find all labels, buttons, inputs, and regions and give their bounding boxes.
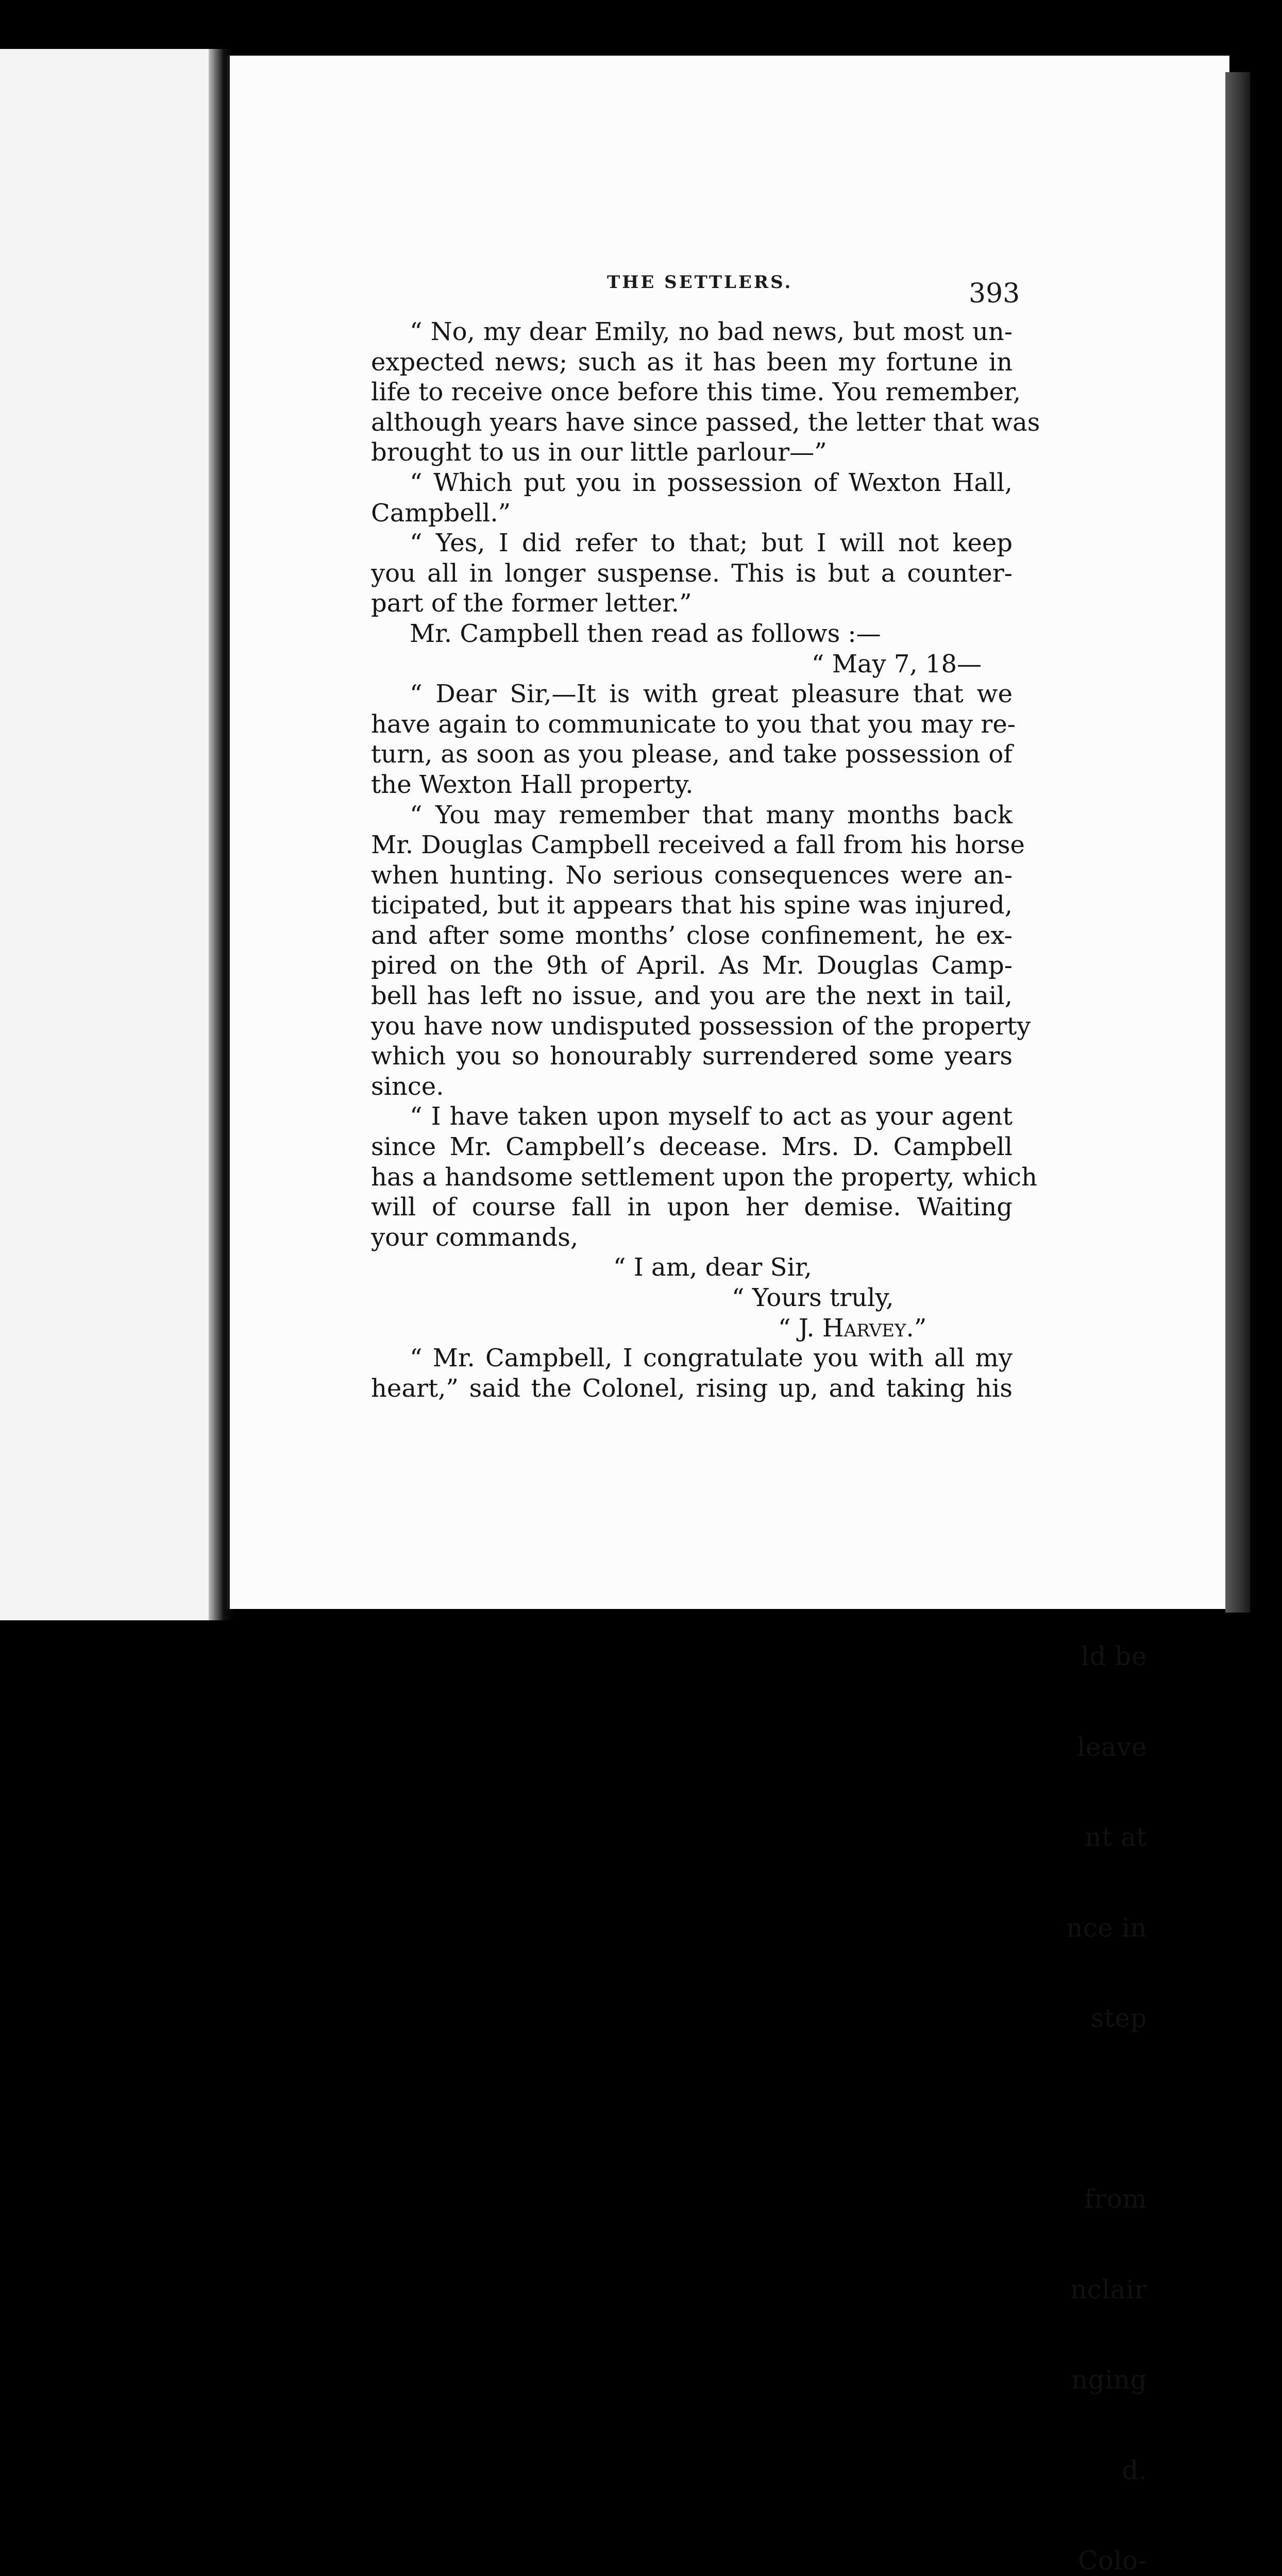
text-line: life to receive once before this time. You remember, [371, 378, 1021, 407]
left-line: nging [1071, 2365, 1147, 2395]
text-line: will of course fall in upon her demise. Waiting [371, 1193, 1013, 1222]
text-line: expected news; such as it has been my fortune in [371, 347, 1013, 377]
text-line: “ Yes, I did refer to that; but I will not keep [410, 529, 1013, 558]
text-line: your commands, [371, 1223, 579, 1252]
text-line: Mr. Douglas Campbell received a fall from his horse [371, 831, 1025, 860]
text-line: Mr. Campbell then read as follows :— [410, 619, 881, 648]
letter-closing: “ Yours truly, [732, 1283, 894, 1312]
text-line: “ You may remember that many months back [410, 800, 1013, 829]
left-line: leave [1077, 1732, 1147, 1762]
text-line: part of the former letter.” [371, 589, 692, 618]
left-line: nclair [1070, 2274, 1147, 2304]
left-line: nt at [1085, 1822, 1147, 1852]
letter-signature: “ J. Harvey.” [778, 1313, 927, 1343]
text-line: “ No, my dear Emily, no bad news, but most un- [410, 317, 1013, 346]
text-line: “ Which put you in possession of Wexton Hall, [410, 468, 1013, 497]
page-edge-shadow [1225, 72, 1250, 1613]
text-line: you all in longer suspense. This is but a counter- [371, 558, 1013, 588]
left-line: nce in [1066, 1912, 1147, 1943]
text-line: “ Mr. Campbell, I congratulate you with all my [410, 1344, 1013, 1373]
text-line: although years have since passed, the letter that was [371, 408, 1040, 437]
text-line: heart,” said the Colonel, rising up, and taking his [371, 1374, 1013, 1403]
text-line: brought to us in our little parlour—” [371, 438, 827, 467]
text-line: you have now undisputed possession of the property [371, 1011, 1031, 1041]
page-body-text [371, 317, 1040, 1403]
text-line: bell has left no issue, and you are the next in tail, [371, 981, 1013, 1011]
text-line: Campbell.” [371, 498, 511, 528]
text-line: which you so honourably surrendered some years [371, 1042, 1013, 1071]
previous-page-fragment [0, 49, 218, 1620]
text-line: has a handsome settlement upon the property, which [371, 1162, 1037, 1192]
page-number: 393 [969, 278, 1020, 309]
left-line: Colo- [1078, 2546, 1147, 2575]
text-line: the Wexton Hall property. [371, 770, 694, 799]
text-line: since. [371, 1072, 444, 1101]
letter-closing: “ I am, dear Sir, [613, 1253, 812, 1282]
running-head: THE SETTLERS. [607, 272, 793, 293]
letter-date: “ May 7, 18— [811, 649, 982, 679]
text-line: when hunting. No serious consequences were an- [371, 860, 1013, 890]
text-line: since Mr. Campbell’s decease. Mrs. D. Campbell [371, 1132, 1013, 1162]
text-line: “ Dear Sir,—It is with great pleasure that we [410, 680, 1013, 709]
text-line: pired on the 9th of April. As Mr. Douglas Camp- [371, 951, 1013, 980]
text-line: “ I have taken upon myself to act as your agent [410, 1102, 1013, 1131]
text-line: ticipated, but it appears that his spine was injured, [371, 891, 1013, 920]
left-line: step [1090, 2003, 1147, 2033]
text-line: turn, as soon as you please, and take possession of [371, 740, 1013, 769]
left-line: from [1084, 2184, 1147, 2214]
left-line [1013, 2094, 1147, 2124]
left-line: ld be [1081, 1641, 1147, 1671]
left-line: d. [1122, 2455, 1147, 2485]
text-line: have again to communicate to you that you may re- [371, 709, 1016, 739]
text-line: and after some months’ close confinement, he ex- [371, 921, 1013, 950]
